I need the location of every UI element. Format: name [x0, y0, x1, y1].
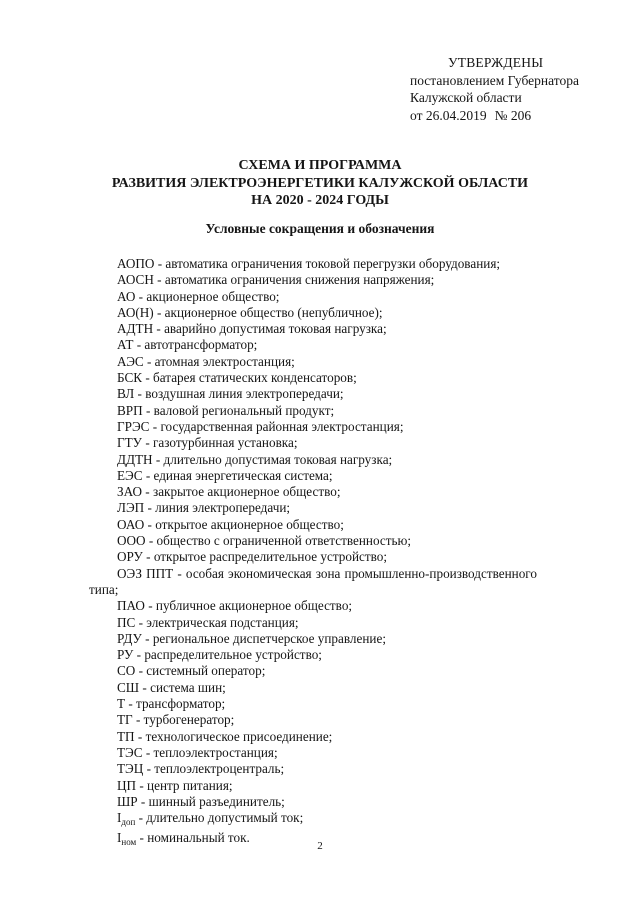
list-item: ЗАО - закрытое акционерное общество; [117, 484, 341, 500]
title-line: СХЕМА И ПРОГРАММА [238, 158, 402, 173]
list-item: ГТУ - газотурбинная установка; [117, 435, 298, 451]
list-item: ДДТН - длительно допустимая токовая нагрузка; [117, 451, 393, 467]
approval-date: от 26.04.2019 [410, 107, 487, 123]
approval-stamp [410, 54, 579, 124]
abbreviation-list [89, 256, 537, 851]
title-line: НА 2020 - 2024 ГОДЫ [251, 193, 389, 208]
current-description: - длительно допустимый ток; [135, 810, 304, 826]
list-item: ПАО - публичное акционерное общество; [117, 598, 353, 614]
list-item: АЭС - атомная электростанция; [117, 353, 295, 369]
list-item: РДУ - региональное диспетчерское управление; [117, 630, 386, 646]
list-item-current-permissible [117, 810, 537, 830]
list-item: АТ - автотрансформатор; [117, 337, 258, 353]
list-item: ВЛ - воздушная линия электропередачи; [117, 386, 344, 402]
title-line: РАЗВИТИЯ ЭЛЕКТРОЭНЕРГЕТИКИ КАЛУЖСКОЙ ОБЛАСТИ [111, 175, 529, 191]
list-item: ОЭЗ ППТ - особая экономическая зона промышленно-производственного типа; [89, 565, 537, 597]
page-number: 2 [317, 840, 323, 852]
current-symbol: I [117, 810, 122, 826]
approval-title: УТВЕРЖДЕНЫ [448, 55, 544, 70]
list-item: ЦП - центр питания; [117, 777, 233, 793]
document-title [100, 157, 540, 210]
list-item: ТЭС - теплоэлектростанция; [117, 744, 278, 760]
list-item: ПС - электрическая подстанция; [117, 614, 299, 630]
list-item: ШР - шинный разъединитель; [117, 793, 285, 809]
current-description: - номинальный ток. [136, 830, 250, 846]
current-subscript: ном [121, 837, 137, 848]
list-item: ТГ - турбогенератор; [117, 712, 235, 728]
list-item: ЕЭС - единая энергетическая система; [117, 467, 333, 483]
list-item: АДТН - аварийно допустимая токовая нагрузка; [117, 321, 387, 337]
approval-date-line [410, 107, 579, 125]
list-item: ГРЭС - государственная районная электростанция; [117, 418, 404, 434]
current-subscript: доп [121, 817, 136, 828]
list-item: АО(Н) - акционерное общество (непубличное); [117, 304, 383, 320]
list-item: ТП - технологическое присоединение; [117, 728, 333, 744]
list-item: ЛЭП - линия электропередачи; [117, 500, 291, 516]
list-item: ВРП - валовой региональный продукт; [117, 402, 335, 418]
list-item: Т - трансформатор; [117, 696, 226, 712]
list-item: АОСН - автоматика ограничения снижения напряжения; [117, 272, 435, 288]
list-item: СШ - система шин; [117, 679, 226, 695]
list-item: АОПО - автоматика ограничения токовой перегрузки оборудования; [117, 256, 501, 271]
list-item: ТЭЦ - теплоэлектроцентраль; [117, 761, 285, 777]
list-item: СО - системный оператор; [117, 663, 266, 679]
list-item: ОАО - открытое акционерное общество; [117, 516, 344, 532]
approval-line: постановлением Губернатора [410, 72, 579, 88]
list-item: РУ - распределительное устройство; [117, 647, 322, 663]
list-item: БСК - батарея статических конденсаторов; [117, 370, 357, 386]
list-item: ООО - общество с ограниченной ответственностью; [117, 533, 412, 549]
approval-number: № 206 [494, 107, 532, 123]
current-symbol: I [117, 830, 122, 846]
section-heading: Условные сокращения и обозначения [205, 221, 435, 236]
approval-line: Калужской области [410, 90, 522, 105]
list-item: ОРУ - открытое распределительное устройство; [117, 549, 388, 565]
list-item: АО - акционерное общество; [117, 288, 280, 304]
